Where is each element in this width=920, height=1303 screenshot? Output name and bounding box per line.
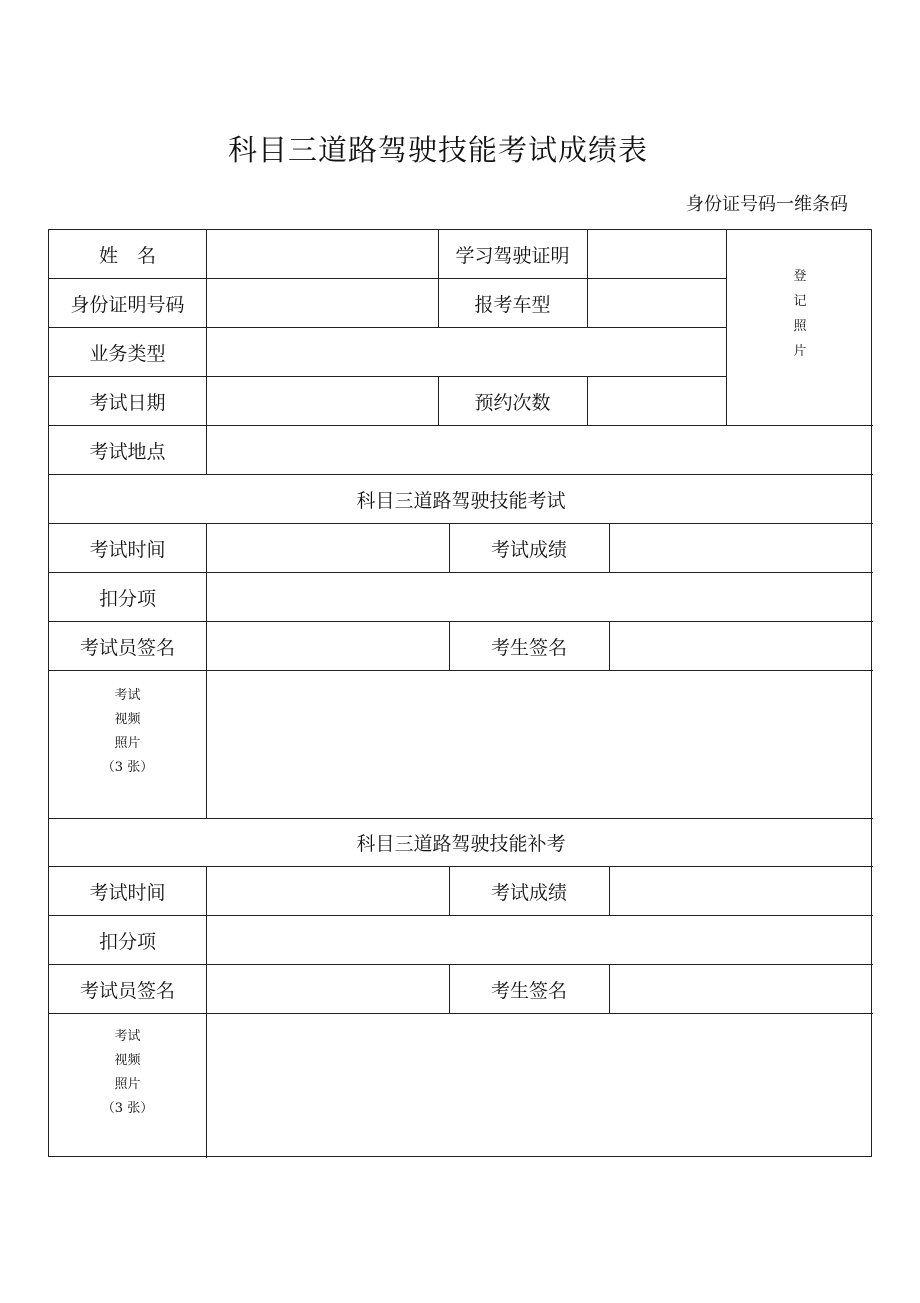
name-label: 姓 名 [98, 244, 156, 267]
makeup-examiner-sign-field[interactable] [207, 965, 449, 1013]
learning-permit-field[interactable] [588, 230, 726, 278]
score-sheet [48, 229, 872, 1157]
exam-location-label: 考试地点 [89, 440, 166, 463]
id-number-label: 身份证明号码 [70, 293, 185, 316]
makeup-photo-label: 考试 视频 照片 （3 张） [101, 1028, 154, 1116]
makeup-score-label: 考试成绩 [490, 881, 567, 904]
vehicle-type-field[interactable] [588, 279, 726, 327]
exam-examiner-sign-field[interactable] [207, 622, 449, 670]
makeup-deduction-label: 扣分项 [98, 930, 156, 953]
exam-photo-label-cell [49, 671, 206, 818]
exam-time-label: 考试时间 [89, 538, 166, 561]
id-number-field[interactable] [207, 279, 438, 327]
exam-photo-label: 考试 视频 照片 （3 张） [101, 687, 154, 775]
exam-candidate-sign-field[interactable] [610, 622, 873, 670]
makeup-examiner-sign-label: 考试员签名 [79, 979, 175, 1002]
makeup-photo-area[interactable] [207, 1014, 873, 1157]
appointment-count-field[interactable] [588, 377, 726, 425]
id-barcode-label: 身份证号码一维条码 [686, 194, 848, 215]
exam-date-label: 考试日期 [89, 391, 166, 414]
makeup-score-field[interactable] [610, 867, 873, 915]
makeup-section-heading: 科目三道路驾驶技能补考 [356, 833, 566, 855]
makeup-photo-label-cell [49, 1014, 206, 1157]
business-type-field[interactable] [207, 328, 726, 376]
makeup-time-label: 考试时间 [89, 881, 166, 904]
exam-time-field[interactable] [207, 524, 449, 572]
exam-score-label: 考试成绩 [490, 538, 567, 561]
learning-permit-label: 学习驾驶证明 [455, 244, 570, 267]
exam-location-field[interactable] [207, 426, 873, 474]
exam-score-field[interactable] [610, 524, 873, 572]
exam-examiner-sign-label: 考试员签名 [79, 636, 175, 659]
exam-date-field[interactable] [207, 377, 438, 425]
name-field[interactable] [207, 230, 438, 278]
exam-section-heading: 科目三道路驾驶技能考试 [356, 489, 566, 512]
exam-deduction-field[interactable] [207, 573, 873, 621]
vehicle-type-label: 报考车型 [474, 293, 551, 316]
business-type-label: 业务类型 [89, 342, 166, 365]
page-title: 科目三道路驾驶技能考试成绩表 [227, 133, 648, 167]
makeup-candidate-sign-field[interactable] [610, 965, 873, 1013]
makeup-time-field[interactable] [207, 867, 449, 915]
makeup-deduction-field[interactable] [207, 916, 873, 964]
exam-photo-area[interactable] [207, 671, 873, 818]
appointment-count-label: 预约次数 [474, 391, 551, 414]
exam-candidate-sign-label: 考生签名 [490, 636, 567, 659]
registration-photo-label: 登 记 照 片 [793, 268, 807, 359]
registration-photo-box[interactable] [727, 230, 873, 425]
makeup-candidate-sign-label: 考生签名 [490, 979, 567, 1002]
exam-deduction-label: 扣分项 [98, 587, 156, 610]
